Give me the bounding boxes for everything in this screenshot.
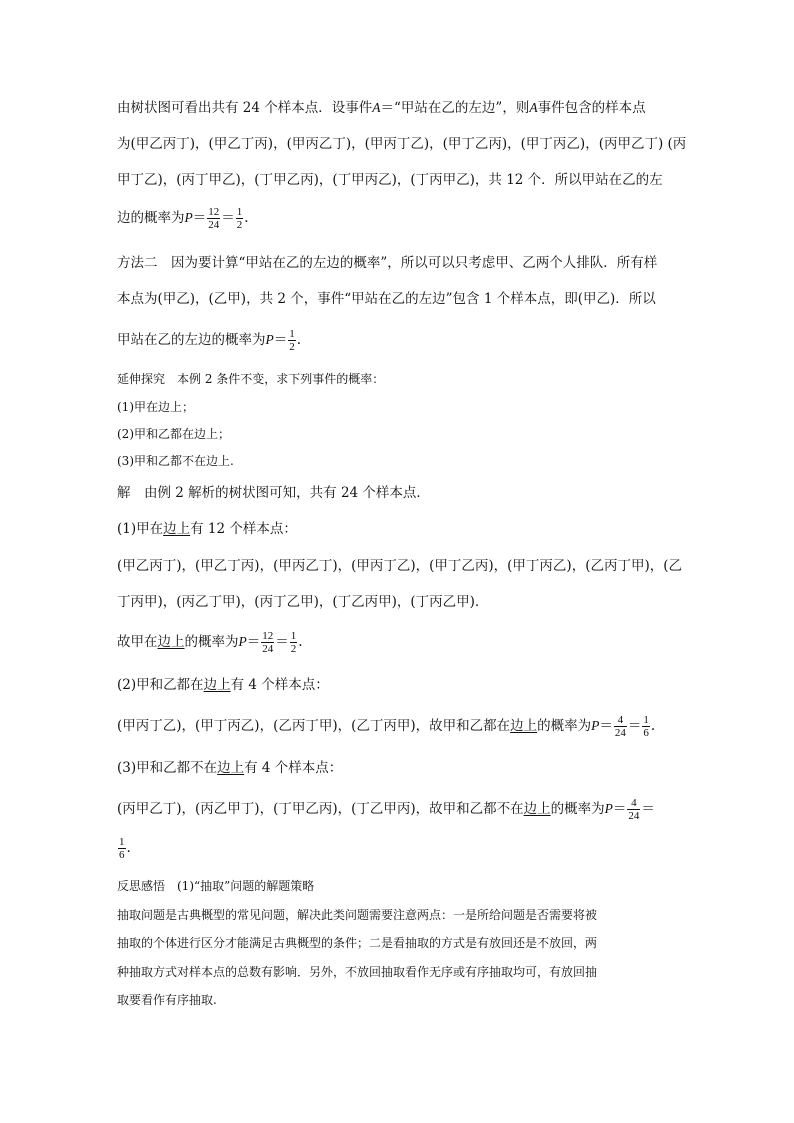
text: (甲丙丁乙)，(甲丁丙乙)，(乙丙丁甲)，(乙丁丙甲)，故甲和乙都在 <box>117 718 511 734</box>
underlined-text: 边上 <box>217 760 245 776</box>
numerator: 12 <box>262 630 274 642</box>
eq: ＝ <box>275 634 289 650</box>
denominator: 2 <box>290 643 297 655</box>
prob-var: P <box>591 718 600 733</box>
numerator: 1 <box>643 714 649 726</box>
prob-var: P <box>604 801 613 816</box>
underlined-text: 边上 <box>510 718 538 734</box>
prob-var: P <box>265 332 274 347</box>
text: 有 4 个样本点： <box>230 677 329 693</box>
text: 的概率为 <box>537 718 592 734</box>
text: 故甲在 <box>117 634 158 650</box>
fraction <box>118 836 126 861</box>
fraction <box>290 630 298 655</box>
paragraph-1-line-4 <box>117 206 249 231</box>
numerator: 1 <box>236 206 243 218</box>
denominator: 6 <box>119 849 125 861</box>
text: 的概率为 <box>184 634 239 650</box>
paragraph-1-line-2: 为(甲乙丙丁)，(甲乙丁丙)，(甲丙乙丁)，(甲丙丁乙)，(甲丁乙丙)，(甲丁丙乙)，(丙甲乙丁) (丙 <box>117 136 687 152</box>
solution-2-probability <box>117 714 655 739</box>
method-2-line-2: 本点为(甲乙)，(乙甲)，共 2 个，事件“甲站在乙的左边”包含 1 个样本点，即(甲乙)．所以 <box>117 291 656 307</box>
solution-1-probability <box>117 630 303 655</box>
denominator: 2 <box>236 219 243 231</box>
eq: ＝ <box>246 634 261 650</box>
eq: ＝ <box>641 801 655 817</box>
fraction <box>288 328 296 353</box>
eq: ＝ <box>627 718 642 734</box>
text: 有 4 个样本点： <box>244 760 343 776</box>
solution-3-probability <box>117 797 655 822</box>
denominator: 24 <box>262 643 274 655</box>
text: 甲站在乙的左边的概率为 <box>117 332 266 348</box>
event-var: A <box>529 100 538 115</box>
denominator: 24 <box>208 219 220 231</box>
solution-intro: 解 由例 2 解析的树状图可知，共有 24 个样本点． <box>117 485 430 501</box>
paragraph-1-line-3: 甲丁乙)，(丙丁甲乙)，(丁甲乙丙)，(丁甲丙乙)，(丁丙甲乙)，共 12 个．所以甲站在乙的左 <box>117 172 663 188</box>
event-var: A <box>372 100 381 115</box>
fraction <box>614 714 627 739</box>
numerator: 1 <box>119 836 125 848</box>
fraction <box>207 206 220 231</box>
text: 边的概率为 <box>117 210 185 226</box>
reflection-line-4: 取要看作有序抽取. <box>117 993 217 1007</box>
text: (2)甲和乙都在 <box>117 677 204 693</box>
solution-2-heading <box>117 675 329 695</box>
denominator: 2 <box>289 341 295 353</box>
extension-title: 延伸探究 本例 2 条件不变，求下列事件的概率： <box>117 372 385 386</box>
reflection-title: 反思感悟 (1)“抽取”问题的解题策略 <box>117 879 315 893</box>
fraction <box>236 206 244 231</box>
fraction <box>261 630 274 655</box>
numerator: 4 <box>627 797 640 810</box>
solution-1-list-1: (甲乙丙丁)，(甲乙丁丙)，(甲丙乙丁)，(甲丙丁乙)，(甲丁乙丙)，(甲丁丙乙)，(乙丙丁甲)，(乙 <box>117 558 683 574</box>
prob-var: P <box>238 634 247 649</box>
reflection-line-3: 种抽取方式对样本点的总数有影响．另外，不放回抽取看作无序或有序抽取均可，有放回抽 <box>117 965 598 979</box>
underlined-text: 边上 <box>203 677 231 693</box>
eq: ＝ <box>273 332 288 348</box>
period: . <box>298 634 303 650</box>
extension-q2: (2)甲和乙都在边上； <box>117 427 230 441</box>
text: (丙甲乙丁)，(丙乙甲丁)，(丁甲乙丙)，(丁乙甲丙)，故甲和乙都不在 <box>117 801 524 817</box>
period: . <box>126 840 131 856</box>
solution-1-list-2: 丁丙甲)，(丙乙丁甲)，(丙丁乙甲)，(丁乙丙甲)，(丁丙乙甲)． <box>117 594 489 610</box>
numerator: 1 <box>289 328 295 340</box>
underlined-text: 边上 <box>163 521 191 537</box>
numerator: 4 <box>614 714 627 727</box>
text: 有 12 个样本点： <box>190 521 297 537</box>
text: (3)甲和乙都不在 <box>117 760 218 776</box>
eq: ＝ <box>612 801 627 817</box>
underlined-text: 边上 <box>523 801 551 817</box>
denominator: 24 <box>628 810 640 822</box>
extension-q1: (1)甲在边上； <box>117 400 194 414</box>
period: . <box>650 718 656 734</box>
numerator: 12 <box>208 206 220 218</box>
text: 由树状图可看出共有 24 个样本点．设事件 <box>117 100 373 116</box>
denominator: 24 <box>614 727 626 739</box>
prob-var: P <box>184 210 193 225</box>
eq: ＝ <box>599 718 613 734</box>
eq: ＝ <box>221 210 235 226</box>
reflection-line-2: 抽取的个体进行区分才能满足古典概型的条件；二是看抽取的方式是有放回还是不放回，两 <box>117 936 598 950</box>
period: . <box>296 332 302 348</box>
text: ＝“甲站在乙的左边”，则 <box>380 100 530 116</box>
solution-1-heading <box>117 519 297 539</box>
numerator: 1 <box>290 630 297 642</box>
solution-3-heading <box>117 758 342 778</box>
period: . <box>244 210 249 226</box>
underlined-text: 边上 <box>157 634 185 650</box>
text: 的概率为 <box>550 801 605 817</box>
extension-q3: (3)甲和乙都不在边上. <box>117 454 234 468</box>
paragraph-1-line-1 <box>117 98 646 118</box>
method-2-line-3 <box>117 328 301 353</box>
fraction <box>642 714 650 739</box>
reflection-line-1: 抽取问题是古典概型的常见问题，解决此类问题需要注意两点：一是所给问题是否需要将被 <box>117 908 598 922</box>
method-2-line-1: 方法二 因为要计算“甲站在乙的左边的概率”，所以可以只考虑甲、乙两个人排队．所有样 <box>117 255 658 271</box>
text: (1)甲在 <box>117 521 164 537</box>
fraction <box>627 797 640 822</box>
text: 事件包含的样本点 <box>537 100 646 116</box>
eq: ＝ <box>192 210 207 226</box>
denominator: 6 <box>643 727 649 739</box>
solution-3-probability-cont <box>117 836 131 861</box>
